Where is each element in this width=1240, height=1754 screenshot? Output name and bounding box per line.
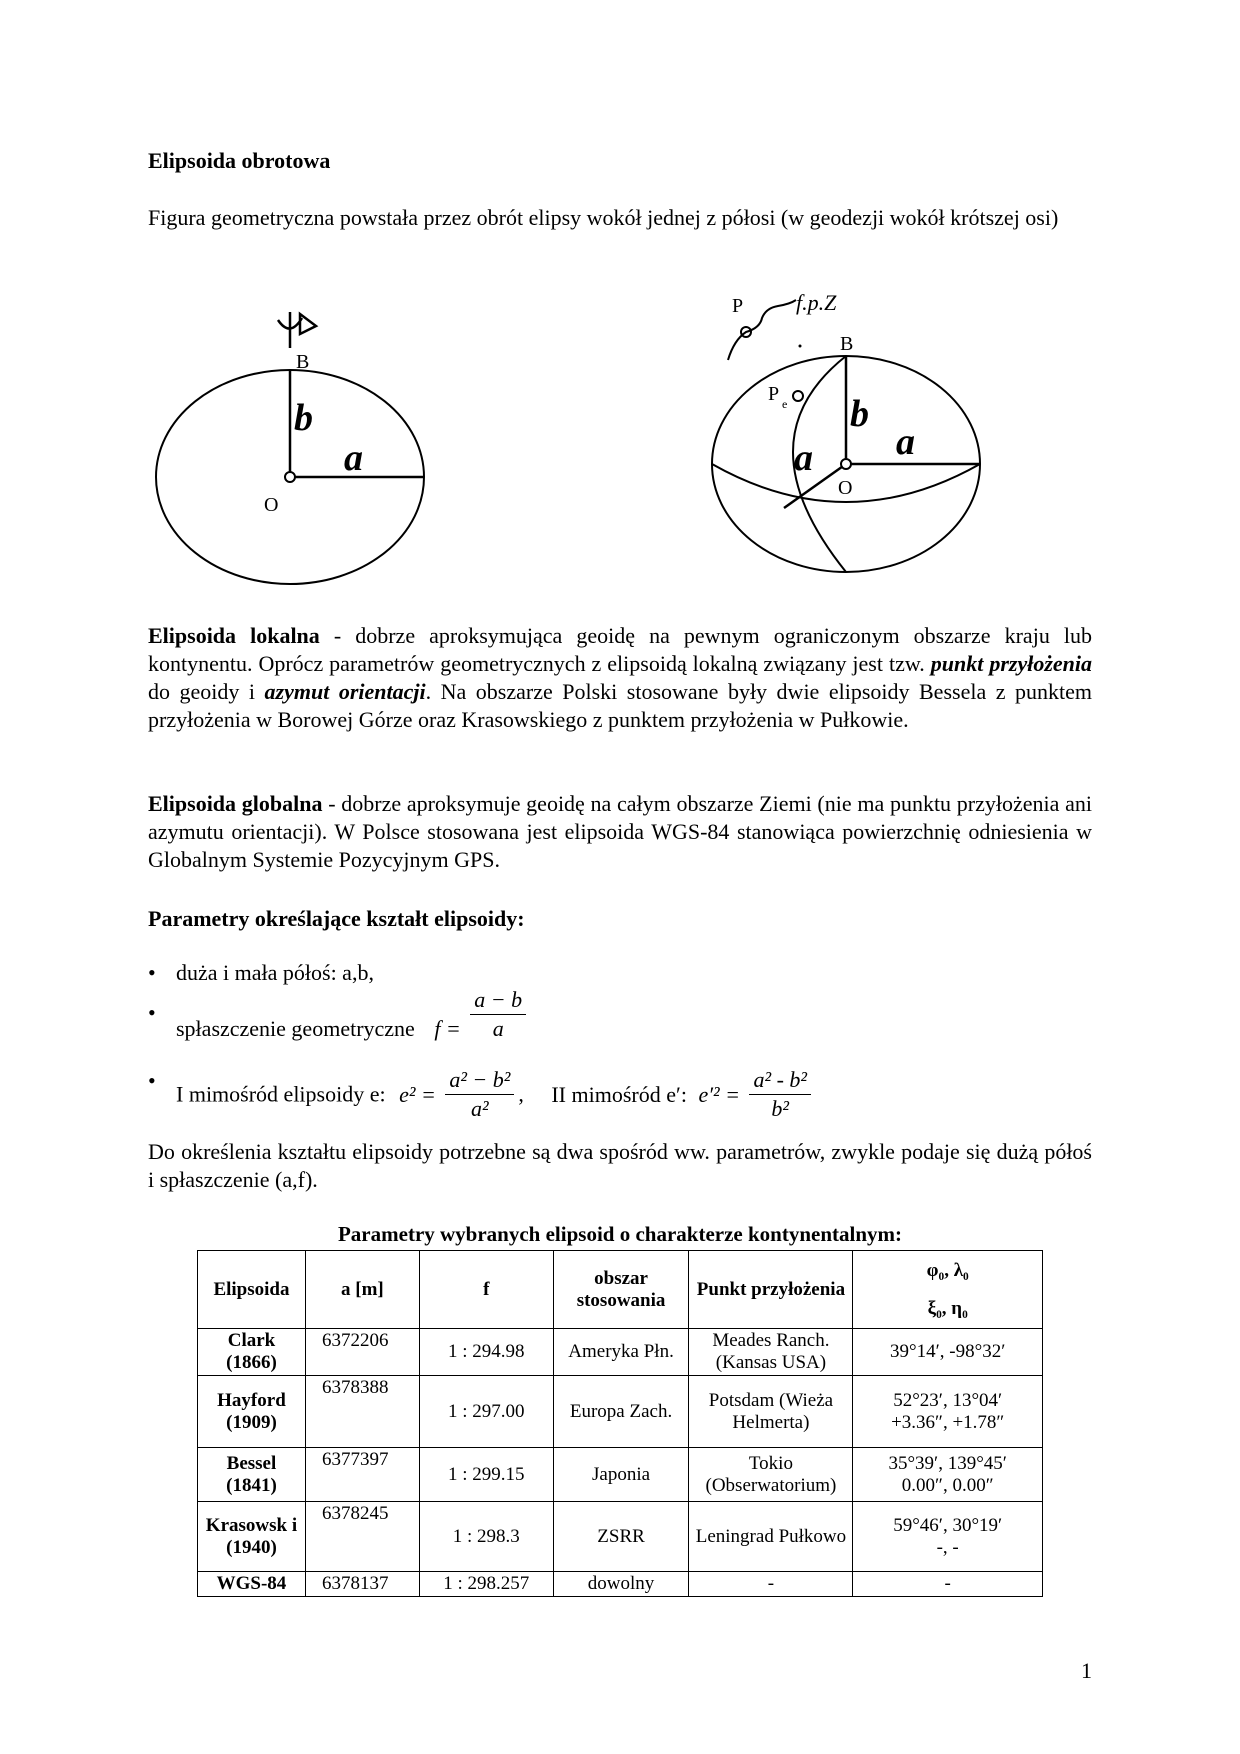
table-row: Bessel (1841) 6377397 1 : 299.15 Japonia Tokio (Obserwatorium) 35°39′, 139°45′ 0.00″, 0.00″ xyxy=(198,1448,1043,1502)
label-O: O xyxy=(838,477,853,499)
label-a-right: a xyxy=(896,421,915,463)
header-coords: φ₀, λ₀ ξ₀, η₀ xyxy=(853,1251,1043,1329)
point-Pe xyxy=(793,391,803,401)
intro-paragraph: Figura geometryczna powstała przez obrót elipsy wokół jednej z półosi (w geodezji wokół krótszej osi) xyxy=(148,205,1059,230)
table-row: WGS-84 6378137 1 : 298.257 dowolny - - xyxy=(198,1572,1043,1597)
global-text: - dobrze aproksymuje geoidę na całym obszarze Ziemi (nie ma punktu przyłożenia ani azymutu orientacji). W Polsce stosowana jest elipsoida WGS-84 stanowiąca powierzchnię odniesienia w Globalnym Systemie Pozycyjnym GPS. xyxy=(148,791,1092,872)
label-B: B xyxy=(840,333,854,355)
local-text-2: do geoidy i xyxy=(148,679,265,704)
ellipsoid-parameters-table xyxy=(197,1250,1043,1597)
closing-paragraph: Do określenia kształtu elipsoidy potrzebne są dwa spośród ww. parametrów, zwykle podaje się dużą półoś i spłaszczenie (a,f). xyxy=(148,1139,1092,1192)
table-title: Parametry wybranych elipsoid o charakterze kontynentalnym: xyxy=(337,1222,903,1246)
dot-marker xyxy=(799,345,802,348)
label-b: b xyxy=(294,397,313,439)
list-item: • duża i mała półoś: a,b, xyxy=(148,960,1092,1000)
table-row: Krasowsk i (1940) 6378245 1 : 298.3 ZSRR Leningrad Pułkowo 59°46′, 30°19′ -, - xyxy=(198,1502,1043,1572)
center-point xyxy=(841,459,851,469)
page-number: 1 xyxy=(1081,1658,1092,1683)
params-list xyxy=(148,960,1092,1128)
ellipsoid-3d-diagram xyxy=(700,290,1000,590)
local-term-3: azymut orientacji xyxy=(264,679,426,704)
label-a: a xyxy=(344,437,363,479)
flattening-fraction: $\frac{a - b}{a}$ xyxy=(470,986,526,1043)
table-row: Hayford (1909) 6378388 1 : 297.00 Europa Zach. Potsdam (Wieża Helmerta) 52°23′, 13°04′ +3.36″, +1.78″ xyxy=(198,1376,1043,1448)
ellipse-diagram xyxy=(150,300,440,600)
header-name: Elipsoida xyxy=(198,1251,306,1329)
label-fpz: f.p.Z xyxy=(796,290,837,315)
global-ellipsoid-paragraph xyxy=(148,790,1092,874)
local-term: Elipsoida lokalna xyxy=(148,623,320,648)
label-Pe-subscript: e xyxy=(782,397,788,411)
table-header-row xyxy=(198,1251,1043,1329)
rotation-arrow-icon xyxy=(278,312,316,348)
label-O: O xyxy=(264,494,279,516)
global-term: Elipsoida globalna xyxy=(148,791,323,816)
label-a-left: a xyxy=(794,437,813,479)
header-area: obszar stosowania xyxy=(553,1251,689,1329)
list-item: • I mimośród elipsoidy e: e² = $\frac{\text{a² − b²}}{\text{a²}}$ , II mimośród e′: e′² = $\frac{\text{a² - b²}}{\text{b²}}$ xyxy=(148,1068,1092,1132)
second-eccentricity-fraction: $\frac{\text{a² - b²}}{\text{b²}}$ xyxy=(749,1066,811,1123)
header-f: f xyxy=(419,1251,553,1329)
label-Pe: P xyxy=(768,383,780,405)
center-point xyxy=(285,472,295,482)
label-P: P xyxy=(732,295,744,317)
local-text-3: . Na obszarze Polski stosowane były dwie elipsoidy Bessela z punktem przyłożenia w Borowej Górze oraz Krasowskiego z punktem przyłożenia w Pułkowie. xyxy=(148,679,1092,732)
label-b: b xyxy=(850,393,869,435)
local-term-2: punkt przyłożenia xyxy=(930,651,1092,676)
header-a: a [m] xyxy=(305,1251,419,1329)
label-B: B xyxy=(296,351,310,373)
header-point: Punkt przyłożenia xyxy=(689,1251,853,1329)
params-heading: Parametry określające kształt elipsoidy: xyxy=(148,906,525,931)
table-row: Clark (1866) 6372206 1 : 294.98 Ameryka Płn. Meades Ranch. (Kansas USA) 39°14′, -98°32′ xyxy=(198,1329,1043,1376)
first-eccentricity-fraction: $\frac{\text{a² − b²}}{\text{a²}}$ xyxy=(445,1066,514,1123)
local-ellipsoid-paragraph xyxy=(148,622,1092,734)
page-title: Elipsoida obrotowa xyxy=(148,148,331,173)
list-item: • spłaszczenie geometryczne f = $\frac{a - b}{a}$ xyxy=(148,1000,1092,1064)
local-text-1: - dobrze aproksymująca geoidę na pewnym ograniczonym obszarze kraju lub kontynentu. Oprócz parametrów geometrycznych z elipsoidą lokalną związany jest tzw. xyxy=(148,623,1092,676)
